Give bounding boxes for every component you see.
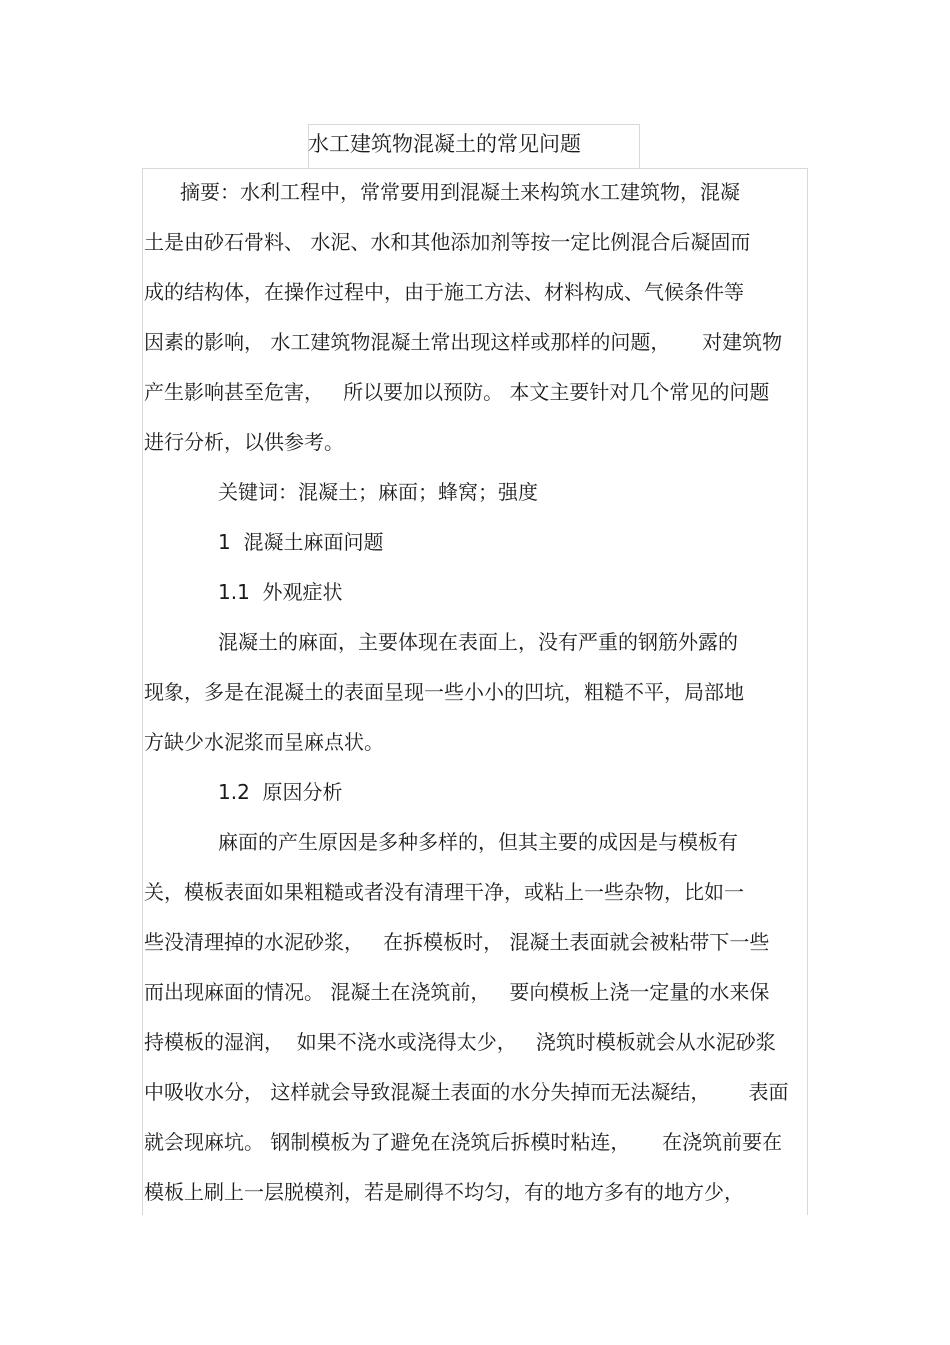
abstract-line-3: 成的结构体，在操作过程中，由于施工方法、材料构成、气候条件等 — [144, 280, 744, 304]
body-line-11: 模板上刷上一层脱模剂，若是刷得不均匀，有的地方多有的地方少， — [144, 1180, 744, 1204]
body-line-8: 持模板的湿润， 如果不浇水或浇得太少， 浇筑时模板就会从水泥砂浆 — [144, 1030, 776, 1054]
body-line-5: 关，模板表面如果粗糙或者没有清理干净，或粘上一些杂物，比如一 — [144, 880, 744, 904]
body-line-7: 而出现麻面的情况。 混凝土在浇筑前， 要向模板上浇一定量的水来保 — [144, 980, 770, 1004]
page-title: 水工建筑物混凝土的常见问题 — [308, 132, 581, 156]
body-line-1: 混凝土的麻面，主要体现在表面上，没有严重的钢筋外露的 — [218, 630, 738, 654]
body-line-4: 麻面的产生原因是多种多样的，但其主要的成因是与模板有 — [218, 830, 738, 854]
section-heading-1: 1 混凝土麻面问题 — [218, 530, 384, 554]
body-line-2: 现象，多是在混凝土的表面呈现一些小小的凹坑，粗糙不平，局部地 — [144, 680, 744, 704]
abstract-line-4: 因素的影响， 水工建筑物混凝土常出现这样或那样的问题， 对建筑物 — [144, 330, 783, 354]
abstract-line-5: 产生影响甚至危害， 所以要加以预防。 本文主要针对几个常见的问题 — [144, 380, 770, 404]
subsection-heading-1-1: 1.1 外观症状 — [218, 580, 343, 604]
body-line-9: 中吸收水分， 这样就会导致混凝土表面的水分失掉而无法凝结， 表面 — [144, 1080, 789, 1104]
subsection-heading-1-2: 1.2 原因分析 — [218, 780, 343, 804]
body-line-6: 些没清理掉的水泥砂浆， 在拆模板时， 混凝土表面就会被粘带下一些 — [144, 930, 770, 954]
abstract-line-6: 进行分析，以供参考。 — [144, 430, 344, 454]
keywords-line: 关键词：混凝土；麻面；蜂窝；强度 — [218, 480, 538, 504]
abstract-line-2: 土是由砂石骨料、 水泥、水和其他添加剂等按一定比例混合后凝固而 — [144, 230, 751, 254]
abstract-line-1: 摘要：水利工程中，常常要用到混凝土来构筑水工建筑物，混凝 — [180, 180, 740, 204]
body-line-10: 就会现麻坑。 钢制模板为了避免在浇筑后拆模时粘连， 在浇筑前要在 — [144, 1130, 783, 1154]
body-line-3: 方缺少水泥浆而呈麻点状。 — [144, 730, 384, 754]
